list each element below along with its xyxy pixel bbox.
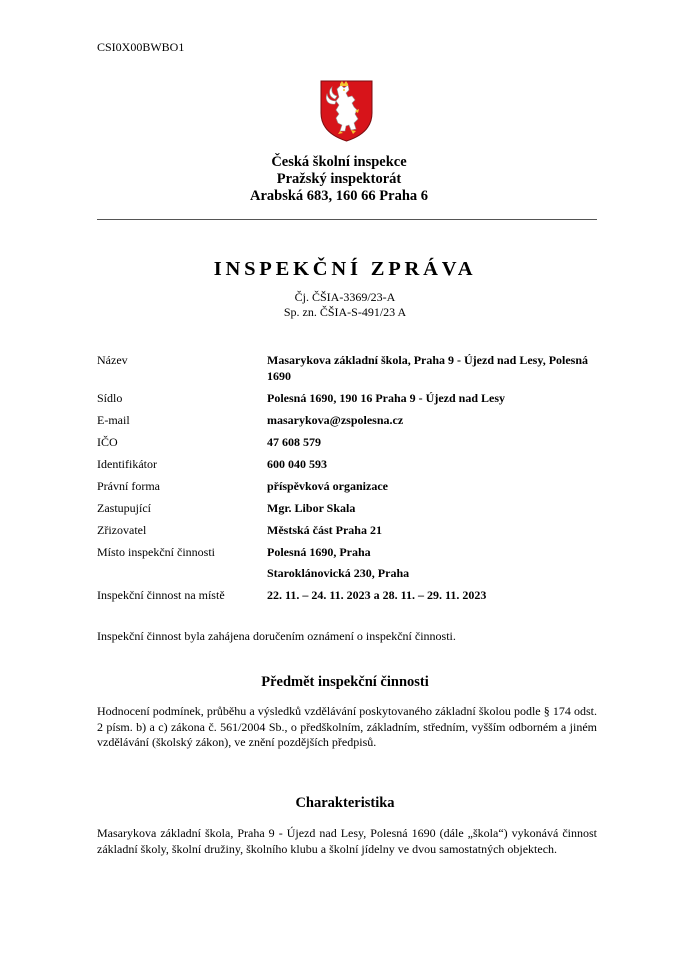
institution-header (0, 154, 678, 205)
school-info-table (97, 352, 597, 603)
report-title: INSPEKČNÍ ZPRÁVA (213, 258, 477, 280)
info-row-termin (97, 587, 597, 603)
info-value-line-1: Polesná 1690, Praha (267, 545, 371, 559)
section-text-predmet: Hodnocení podmínek, průběhu a výsledků vzdělávání poskytovaného základní školou podle § 174 odst. 2 písm. b) a c) zákona č. 561/2004 Sb., o předškolním, základním, středním, vyšším odborném a jiném vzdělávání (školský zákon), ve znění pozdějších předpisů. (97, 704, 597, 749)
reference-cj: Čj. ČŠIA-3369/23-A (294, 290, 396, 304)
info-row-identifikator (97, 456, 597, 472)
info-value-line-2: Staroklánovická 230, Praha (267, 566, 410, 580)
info-row-email (97, 412, 597, 428)
inspection-opened-note: Inspekční činnost byla zahájena doručením oznámení o inspekční činnosti. (97, 629, 456, 643)
section-text-charakteristika: Masarykova základní škola, Praha 9 - Újezd nad Lesy, Polesná 1690 (dále „škola“) vykonává činnost základní školy, školní družiny, školního klubu a školní jídelny ve dvou samostatných objektech. (97, 826, 597, 856)
info-label: E-mail (97, 413, 130, 427)
info-row-nazev (97, 352, 597, 384)
institution-address: Arabská 683, 160 66 Praha 6 (249, 188, 429, 204)
info-label: Zřizovatel (97, 523, 147, 537)
info-label: Název (97, 353, 128, 367)
info-label: Místo inspekční činnosti (97, 545, 215, 559)
info-value: 600 040 593 (267, 457, 327, 471)
czech-lion-emblem-icon (319, 79, 374, 143)
info-label: Právní forma (97, 479, 160, 493)
info-label: Zastupující (97, 501, 151, 515)
info-value: Mgr. Libor Skala (267, 501, 356, 515)
info-value: Městská část Praha 21 (267, 523, 382, 537)
info-value: příspěvková organizace (267, 479, 388, 493)
section-heading-charakteristika: Charakteristika (295, 795, 395, 811)
info-value (267, 544, 597, 581)
document-code: CSI0X00BWBO1 (97, 40, 185, 54)
institution-branch: Pražský inspektorát (276, 171, 402, 187)
info-label: Inspekční činnost na místě (97, 588, 225, 602)
info-row-sidlo (97, 390, 597, 406)
info-value: Polesná 1690, 190 16 Praha 9 - Újezd nad Lesy (267, 391, 505, 405)
info-row-pravni-forma (97, 478, 597, 494)
info-label: Identifikátor (97, 457, 157, 471)
info-row-zastupujici (97, 500, 597, 516)
info-value: 47 608 579 (267, 435, 321, 449)
info-value: masarykova@zspolesna.cz (267, 413, 404, 427)
info-row-misto (97, 544, 597, 581)
info-label: IČO (97, 435, 118, 449)
info-label: Sídlo (97, 391, 123, 405)
info-row-zrizovatel (97, 522, 597, 538)
institution-name: Česká školní inspekce (271, 154, 407, 170)
info-value: Masarykova základní škola, Praha 9 - Újezd nad Lesy, Polesná 1690 (267, 353, 589, 383)
info-value: 22. 11. – 24. 11. 2023 a 28. 11. – 29. 11. 2023 (267, 588, 487, 602)
header-divider (97, 219, 597, 220)
reference-spzn: Sp. zn. ČŠIA-S-491/23 A (283, 305, 407, 319)
info-row-ico (97, 434, 597, 450)
reference-numbers (0, 290, 678, 320)
section-heading-predmet: Předmět inspekční činnosti (261, 674, 429, 690)
